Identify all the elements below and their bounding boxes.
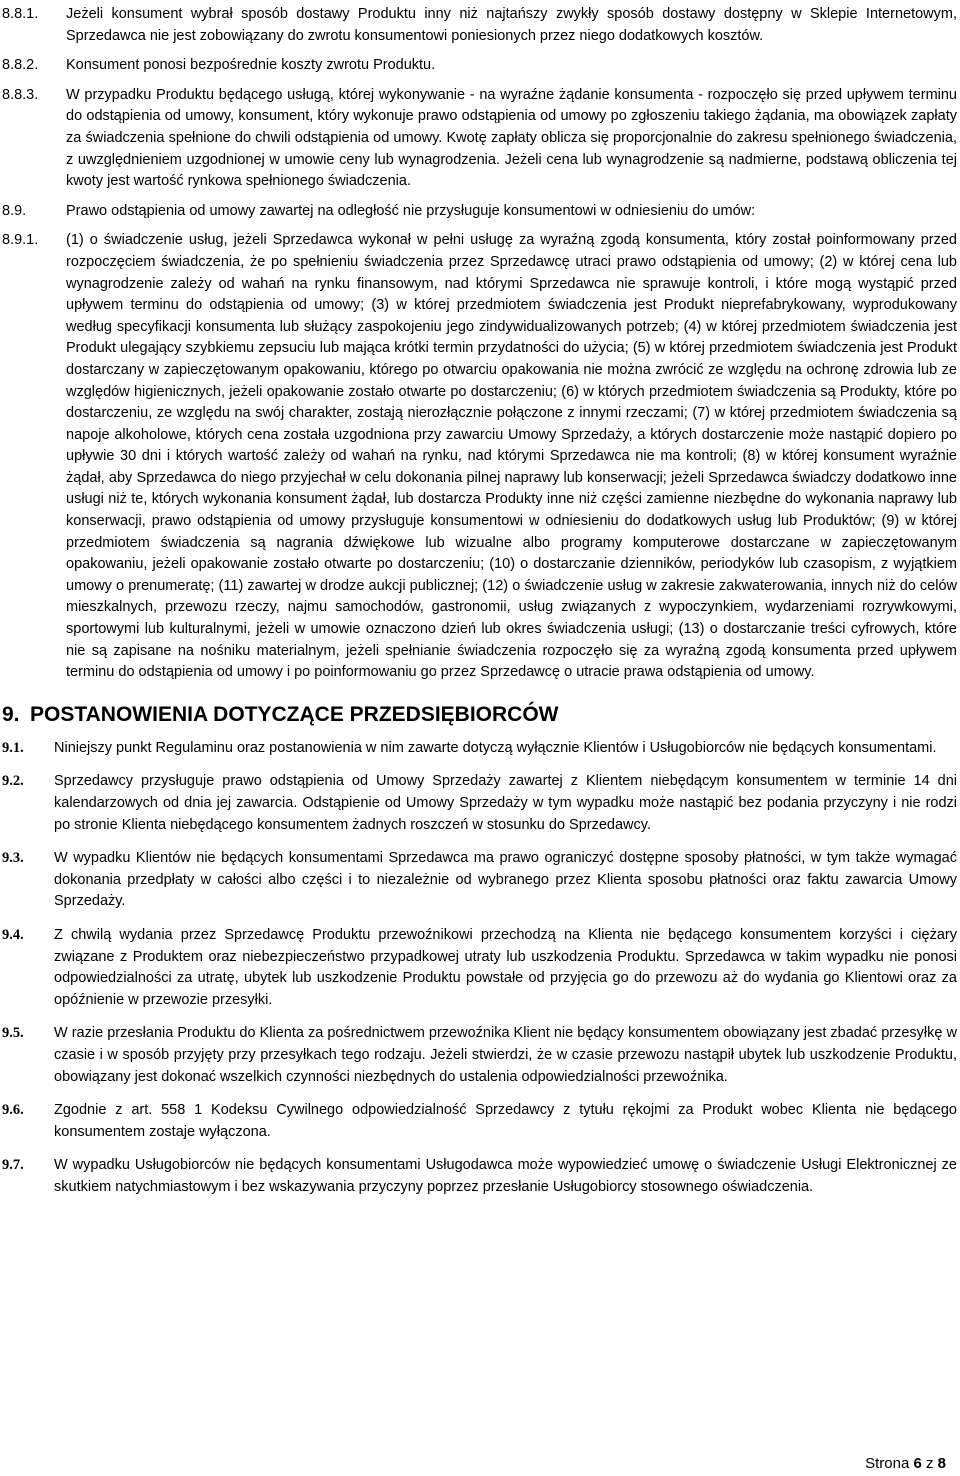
section-title: POSTANOWIENIA DOTYCZĄCE PRZEDSIĘBIORCÓW <box>30 702 559 726</box>
clause-9-4 <box>2 925 957 1011</box>
clause-text: (1) o świadczenie usług, jeżeli Sprzedawca wykonał w pełni usługę za wyraźną zgodą konsumenta, który został poinformowany przed rozpoczęciem świadczenia, że po spełnieniu świadczenia przez Sprzedawcę utraci prawo odstąpienia od umowy; (2) w której cena lub wynagrodzenie zależy od wahań na rynku finansowym, nad którymi Sprzedawca nie sprawuje kontroli, i które mogą wystąpić przed upływem terminu do odstąpienia od umowy; (3) w której przedmiotem świadczenia jest Produkt nieprefabrykowany, wyprodukowany według specyfikacji konsumenta lub służący zaspokojeniu jego zindywidualizowanych potrzeb; (4) w której przedmiotem świadczenia jest Produkt ulegający szybkiemu zepsuciu lub mająca krótki termin przydatności do użycia; (5) w której przedmiotem świadczenia jest Produkt dostarczany w zapieczętowanym opakowaniu, którego po otwarciu opakowania nie można zwrócić ze względu na ochronę zdrowia lub ze względów higienicznych, jeżeli opakowanie zostało otwarte po dostarczeniu; (6) w których przedmiotem świadczenia są Produkty, które po dostarczeniu, ze względu na swój charakter, zostają nierozłącznie połączone z innymi rzeczami; (7) w której przedmiotem świadczenia są napoje alkoholowe, których cena została uzgodniona przy zawarciu Umowy Sprzedaży, a których dostarczenie może nastąpić dopiero po upływie 30 dni i których wartość zależy od wahań na rynku, nad którymi Sprzedawca nie ma kontroli; (8) w której konsument wyraźnie żądał, aby Sprzedawca do niego przyjechał w celu dokonania pilnej naprawy lub konserwacji; jeżeli Sprzedawca świadczy dodatkowo inne usługi niż te, których wykonania konsument żądał, lub dostarcza Produkty inne niż części zamienne niezbędne do wykonania naprawy lub konserwacji, prawo odstąpienia od umowy przysługuje konsumentowi w odniesieniu do dodatkowych usług lub Produktów; (9) w której przedmiotem świadczenia są nagrania dźwiękowe lub wizualne albo programy komputerowe dostarczane w zapieczętowanym opakowaniu, jeżeli opakowanie zostało otwarte po dostarczeniu; (10) o dostarczanie dzienników, periodyków lub czasopism, z wyjątkiem umowy o prenumeratę; (11) zawartej w drodze aukcji publicznej; (12) o świadczenie usług w zakresie zakwaterowania, innych niż do celów mieszkalnych, przewozu rzeczy, najmu samochodów, gastronomii, usług związanych z wypoczynkiem, wydarzeniami rozrywkowymi, sportowymi lub kulturalnymi, jeżeli w umowie oznaczono dzień lub okres świadczenia usługi; (13) o dostarczanie treści cyfrowych, które nie są zapisane na nośniku materialnym, jeżeli spełnianie świadczenia rozpoczęło się za wyraźną zgodą konsumenta przed upływem terminu do odstąpienia od umowy i po poinformowaniu go przez Sprzedawcę o utracie prawa odstąpienia od umowy. <box>66 232 957 681</box>
total-pages-number: 8 <box>937 1455 946 1472</box>
clause-9-7 <box>2 1155 957 1198</box>
section-9-clauses <box>2 738 957 1199</box>
clause-9-5 <box>2 1023 957 1088</box>
clause-8-8-2 <box>2 55 957 77</box>
clause-text: W razie przesłania Produktu do Klienta za pośrednictwem przewoźnika Klient nie będący konsumentem obowiązany jest zbadać przesyłkę w czasie i w sposób przyjęty przy przesyłkach tego rodzaju. Jeżeli stwierdzi, że w czasie przewozu nastąpił ubytek lub uszkodzenie Produktu, obowiązany jest dokonać wszelkich czynności niezbędnych do ustalenia odpowiedzialności przewoźnika. <box>54 1025 957 1085</box>
clause-number: 9.3. <box>2 850 24 867</box>
clause-8-9 <box>2 201 957 223</box>
clause-number: 8.8.3. <box>2 86 39 103</box>
clause-number: 8.9.1. <box>2 232 39 249</box>
clause-text: Sprzedawcy przysługuje prawo odstąpienia od Umowy Sprzedaży zawartej z Klientem niebędącym konsumentem w terminie 14 dni kalendarzowych od dnia jej zawarcia. Odstąpienie od Umowy Sprzedaży w tym wypadku może nastąpić bez podania przyczyny i nie rodzi po stronie Klienta niebędącego konsumentem żadnych roszczeń w stosunku do Sprzedawcy. <box>54 773 957 833</box>
clause-text: Jeżeli konsument wybrał sposób dostawy Produktu inny niż najtańszy zwykły sposób dostawy dostępny w Sklepie Internetowym, Sprzedawca nie jest zobowiązany do zwrotu konsumentowi poniesionych przez niego dodatkowych kosztów. <box>66 6 957 44</box>
clause-number: 8.8.1. <box>2 6 39 22</box>
clause-9-3 <box>2 848 957 913</box>
clause-number: 9.2. <box>2 773 24 790</box>
page-footer <box>865 1454 946 1474</box>
page-separator: z <box>925 1455 934 1472</box>
clause-number: 9.5. <box>2 1025 24 1042</box>
clause-text: W wypadku Klientów nie będących konsumentami Sprzedawca ma prawo ograniczyć dostępne sposoby płatności, w tym także wymagać dokonania przedpłaty w całości albo części i to niezależnie od wybranego przez Klienta sposobu płatności oraz faktu zawarcia Umowy Sprzedaży. <box>54 850 957 910</box>
clause-text: W wypadku Usługobiorców nie będących konsumentami Usługodawca może wypowiedzieć umowę o świadczenie Usługi Elektronicznej ze skutkiem natychmiastowym i bez wskazywania przyczyny poprzez przesłanie Usługobiorcy stosownego oświadczenia. <box>54 1157 957 1195</box>
current-page-number: 6 <box>913 1455 922 1472</box>
clause-8-8-3 <box>2 85 957 193</box>
clause-8-9-1 <box>2 230 957 683</box>
clause-number: 8.8.2. <box>2 57 39 74</box>
clause-9-6 <box>2 1100 957 1143</box>
clause-9-1 <box>2 738 957 760</box>
clause-number: 8.9. <box>2 202 27 219</box>
clause-text: Zgodnie z art. 558 1 Kodeksu Cywilnego odpowiedzialność Sprzedawcy z tytułu rękojmi za Produkt wobec Klienta nie będącego konsumentem zostaje wyłączona. <box>54 1102 957 1140</box>
clause-number: 9.4. <box>2 926 24 943</box>
section-number: 9. <box>2 702 20 726</box>
clause-text: Konsument ponosi bezpośrednie koszty zwrotu Produktu. <box>66 57 436 74</box>
section-heading <box>2 700 957 730</box>
clause-text: W przypadku Produktu będącego usługą, której wykonywanie - na wyraźne żądanie konsumenta - rozpoczęło się przed upływem terminu do odstąpienia od umowy, konsument, który wykonuje prawo odstąpienia od umowy po zgłoszeniu takiego żądania, ma obowiązek zapłaty za świadczenia spełnione do chwili odstąpienia od umowy. Kwotę zapłaty oblicza się proporcjonalnie do zakresu spełnionego świadczenia, z uwzględnieniem uzgodnionej w umowie ceny lub wynagrodzenia. Jeżeli cena lub wynagrodzenie są nadmierne, podstawą obliczenia tej kwoty jest wartość rynkowa spełnionego świadczenia. <box>66 86 957 190</box>
clause-text: Niniejszy punkt Regulaminu oraz postanowienia w nim zawarte dotyczą wyłącznie Klientów i Usługobiorców nie będących konsumentami. <box>54 739 937 756</box>
clause-text: Prawo odstąpienia od umowy zawartej na odległość nie przysługuje konsumentowi w odniesieniu do umów: <box>66 202 756 219</box>
clause-number: 9.7. <box>2 1157 24 1174</box>
clause-number: 9.6. <box>2 1102 24 1119</box>
clause-text: Z chwilą wydania przez Sprzedawcę Produktu przewoźnikowi przechodzą na Klienta nie będącego konsumentem korzyści i ciężary związane z Produktem oraz niebezpieczeństwo przypadkowej utraty lub uszkodzenia Produktu. Sprzedawca w takim wypadku nie ponosi odpowiedzialności za utratę, ubytek lub uszkodzenie Produktu powstałe od przyjęcia go do przewozu aż do wydania go Klientowi oraz za opóźnienie w przewozie przesyłki. <box>54 926 957 1008</box>
clause-8-8-1 <box>2 4 957 47</box>
clause-9-2 <box>2 771 957 836</box>
clause-number: 9.1. <box>2 739 24 756</box>
page-label: Strona <box>865 1455 910 1472</box>
